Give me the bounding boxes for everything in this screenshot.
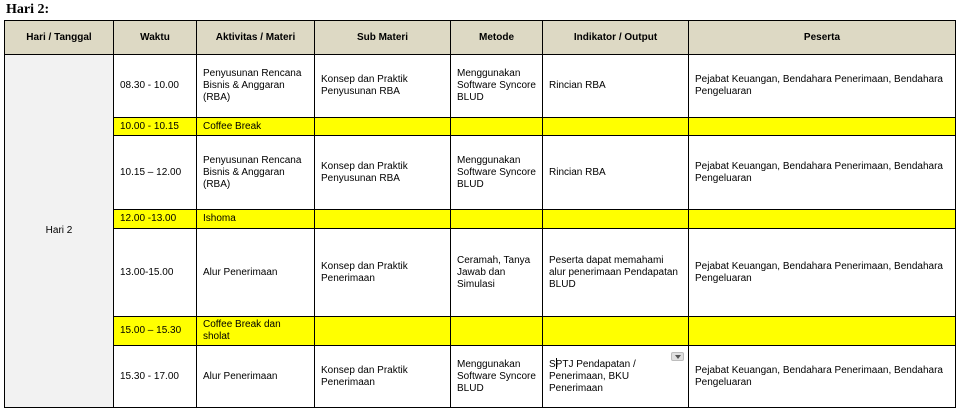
method-cell[interactable] — [451, 317, 543, 346]
schedule-table — [4, 20, 956, 408]
table-row — [5, 317, 956, 346]
day-cell: Hari 2 — [5, 55, 114, 408]
header-metode: Metode — [451, 21, 543, 55]
method-cell[interactable]: Menggunakan Software Syncore BLUD — [451, 346, 543, 408]
indicator-cell[interactable]: Peserta dapat memahami alur penerimaan Pendapatan BLUD — [543, 229, 689, 317]
time-cell[interactable]: 10.15 – 12.00 — [114, 136, 197, 210]
header-row — [5, 21, 956, 55]
method-cell[interactable]: Ceramah, Tanya Jawab dan Simulasi — [451, 229, 543, 317]
method-cell[interactable] — [451, 118, 543, 136]
sub-materi-cell[interactable]: Konsep dan Praktik Penerimaan — [315, 346, 451, 408]
time-cell[interactable]: 08.30 - 10.00 — [114, 55, 197, 118]
indicator-cell[interactable] — [543, 210, 689, 229]
method-cell[interactable]: Menggunakan Software Syncore BLUD — [451, 55, 543, 118]
header-peserta: Peserta — [689, 21, 956, 55]
chevron-down-icon[interactable] — [671, 352, 684, 361]
indicator-cell[interactable] — [543, 118, 689, 136]
indicator-cell[interactable]: Rincian RBA — [543, 136, 689, 210]
activity-cell[interactable]: Coffee Break dan sholat — [197, 317, 315, 346]
sub-materi-cell[interactable]: Konsep dan Praktik Penyusunan RBA — [315, 136, 451, 210]
sub-materi-cell[interactable] — [315, 317, 451, 346]
time-cell[interactable]: 12.00 -13.00 — [114, 210, 197, 229]
participants-cell[interactable]: Pejabat Keuangan, Bendahara Penerimaan, Bendahara Pengeluaran — [689, 136, 956, 210]
method-cell[interactable]: Menggunakan Software Syncore BLUD — [451, 136, 543, 210]
time-cell[interactable]: 15.30 - 17.00 — [114, 346, 197, 408]
indicator-cell[interactable] — [543, 317, 689, 346]
header-aktivitas: Aktivitas / Materi — [197, 21, 315, 55]
activity-cell[interactable]: Ishoma — [197, 210, 315, 229]
time-cell[interactable]: 15.00 – 15.30 — [114, 317, 197, 346]
participants-cell[interactable] — [689, 210, 956, 229]
indicator-cell[interactable]: Rincian RBA — [543, 55, 689, 118]
indicator-text: PTJ Pendapatan / Penerimaan, BKU Penerimaan — [549, 359, 636, 394]
activity-cell[interactable]: Penyusunan Rencana Bisnis & Anggaran (RBA) — [197, 136, 315, 210]
sub-materi-cell[interactable]: Konsep dan Praktik Penyusunan RBA — [315, 55, 451, 118]
header-sub-materi: Sub Materi — [315, 21, 451, 55]
activity-cell[interactable]: Penyusunan Rencana Bisnis & Anggaran (RBA) — [197, 55, 315, 118]
participants-cell[interactable] — [689, 317, 956, 346]
activity-cell[interactable]: Alur Penerimaan — [197, 229, 315, 317]
header-waktu: Waktu — [114, 21, 197, 55]
sub-materi-cell[interactable] — [315, 118, 451, 136]
page-title: Hari 2: — [6, 2, 50, 17]
activity-cell[interactable]: Alur Penerimaan — [197, 346, 315, 408]
participants-cell[interactable]: Pejabat Keuangan, Bendahara Penerimaan, Bendahara Pengeluaran — [689, 346, 956, 408]
table-row — [5, 118, 956, 136]
table-row — [5, 136, 956, 210]
indicator-cell[interactable] — [543, 346, 689, 408]
sub-materi-cell[interactable]: Konsep dan Praktik Penerimaan — [315, 229, 451, 317]
table-row — [5, 346, 956, 408]
table-row — [5, 210, 956, 229]
header-hari-tanggal: Hari / Tanggal — [5, 21, 114, 55]
participants-cell[interactable] — [689, 118, 956, 136]
participants-cell[interactable]: Pejabat Keuangan, Bendahara Penerimaan, Bendahara Pengeluaran — [689, 55, 956, 118]
participants-cell[interactable]: Pejabat Keuangan, Bendahara Penerimaan, Bendahara Pengeluaran — [689, 229, 956, 317]
method-cell[interactable] — [451, 210, 543, 229]
time-cell[interactable]: 10.00 - 10.15 — [114, 118, 197, 136]
table-row — [5, 229, 956, 317]
sub-materi-cell[interactable] — [315, 210, 451, 229]
header-indikator: Indikator / Output — [543, 21, 689, 55]
activity-cell[interactable]: Coffee Break — [197, 118, 315, 136]
indicator-prefix: S — [549, 359, 556, 370]
time-cell[interactable]: 13.00-15.00 — [114, 229, 197, 317]
table-row — [5, 55, 956, 118]
